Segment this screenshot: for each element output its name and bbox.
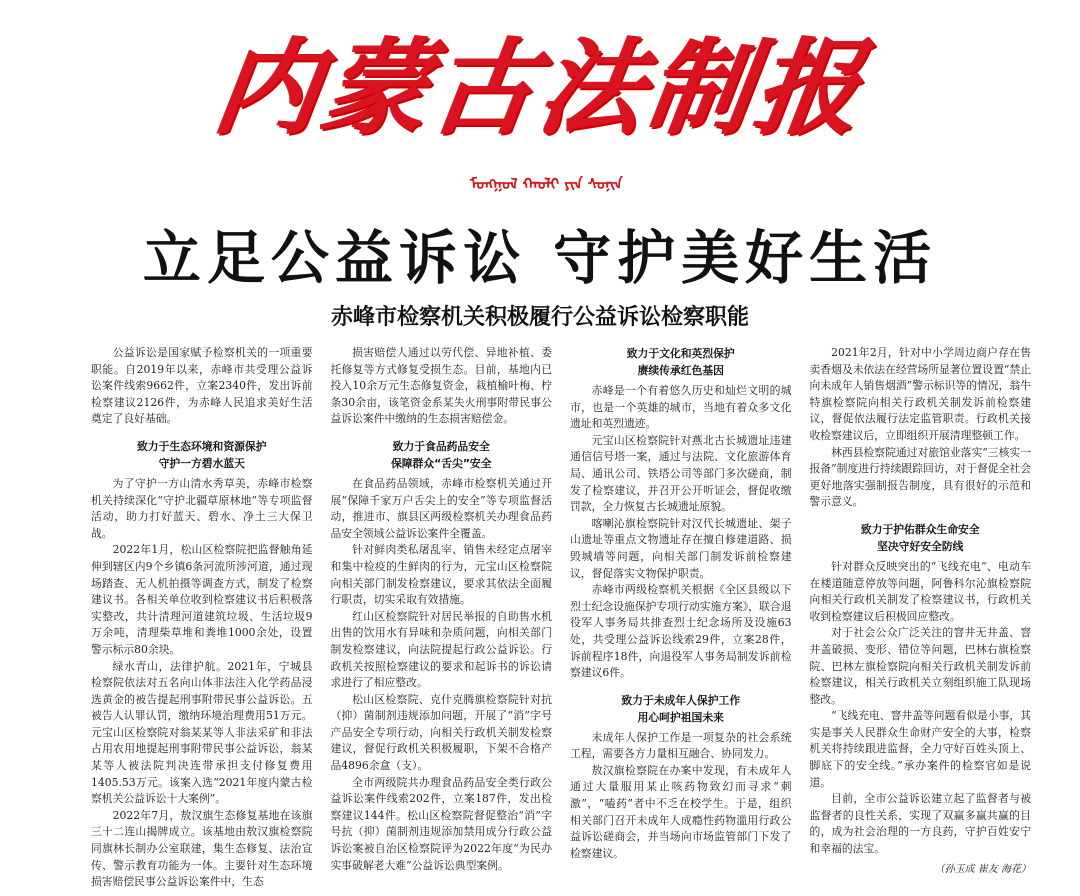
column-4 (801, 345, 1041, 875)
subheadline: 赤峰市检察机关积极履行公益诉讼检察职能 (330, 305, 749, 330)
paragraph: 绿水青山，法律护航。2021年，宁城县检察院依法对五名向山体非法注入化学药品浸选黄金的被告提起刑事附带民事公益诉讼。五被告人认罪认罚，缴纳环境治理费用51万元。元宝山区检察院对翁某某等人非法采矿和非法占用农用地提起刑事附带民事公益诉讼，翁某某等人被法院判决连带承担支付修复费用1405.53万元。该案入选“2021年度内蒙古检察机关公益诉讼十大案例”。 (91, 659, 313, 806)
paragraph: 敖汉旗检察院在办案中发现，有未成年人通过大量服用某止咳药物致幻而寻求“刺激”，“嗑药”者中不乏在校学生。于是，组织相关部门召开未成年人成瘾性药物滥用行政公益诉讼磋商会，并当场向市场监管部门下发了检察建议。 (570, 763, 792, 860)
paragraph: 林西县检察院通过对旅馆业落实“三核实一报备”制度进行持续跟踪回访，对于督促全社会更好地落实强制报告制度，具有很好的示范和警示意义。 (809, 445, 1031, 509)
paragraph: 2022年7月，敖汉旗生态修复基地在该旗三十二连山揭牌成立。该基地由敖汉旗检察院同旗林长制办公室联建，集生态修复、法治宣传、警示教育功能为一体。主要针对生态环境损害赔偿民事公益诉讼案件中，生态 (91, 808, 313, 889)
paragraph: 全市两级院共办理食品药品安全类行政公益诉讼案件线索202件，立案187件，发出检察建议144件。松山区检察院督促整治“消”字号抗（抑）菌制剂违规添加禁用成分行政公益诉讼案被自治区检察院评为2022年度“为民办实事破解老大难”公益诉讼典型案例。 (330, 775, 552, 872)
paragraph: 赤峰市两级检察机关根据《全区县级以下烈士纪念设施保护专项行动实施方案》，联合退役军人事务局共排查烈士纪念场所及设施63处，共受理公益诉讼线索29件，立案28件，诉前程序18件，向退役军人事务局制发诉前检察建议6件。 (570, 583, 792, 680)
headline: 立足公益诉讼 守护美好生活 (142, 224, 938, 292)
masthead (0, 18, 1080, 193)
section-heading-line: 致力于未成年人保护工作 (621, 693, 741, 707)
column-2 (322, 345, 562, 872)
section-heading (570, 692, 792, 726)
paragraph: 红山区检察院针对居民举报的自助售水机出售的饮用水有异味和杂质问题，向相关部门制发检察建议，向法院提起行政公益诉讼。行政机关按照检察建议的要求和起诉书的诉讼请求进行了相应整改。 (330, 609, 552, 690)
paragraph: 元宝山区检察院针对燕北古长城遗址违建通信信号塔一案，通过与法院、文化旅游体育局、通讯公司、铁塔公司等部门多次磋商，制发了检察建议，并召开公开听证会，督促收缴罚款，全力恢复古长城遗址原貌。 (570, 433, 792, 514)
column-1 (82, 345, 322, 889)
paragraph: 松山区检察院、克什克腾旗检察院针对抗（抑）菌制剂违规添加问题，开展了“消”字号产品安全专项行动，向相关行政机关制发检察建议，督促行政机关积极履职，下架不合格产品4896余盒（支）。 (330, 692, 552, 773)
section-heading-line: 守护一方碧水蓝天 (158, 456, 245, 470)
paragraph: 2021年2月，针对中小学周边商户存在售卖香烟及未依法在经营场所显著位置设置“禁止向未成年人销售烟酒”警示标识等的情况，翁牛特旗检察院向相关行政机关制发诉前检察建议，督促依法履行法定监管职责。行政机关接收检察建议后，立即组织开展清理整顿工作。 (809, 346, 1031, 442)
paragraph: 喀喇沁旗检察院针对汉代长城遗址、架子山遗址等重点文物遗址存在擅自修建道路、损毁城墙等问题，向相关部门制发诉前检察建议，督促落实文物保护职责。 (570, 516, 792, 580)
paragraph: 对于社会公众广泛关注的窨井无井盖、窨井盖破损、变形、错位等问题，巴林右旗检察院、巴林左旗检察院向相关行政机关制发诉前检察建议，相关行政机关立刻组织施工队现场整改。 (809, 626, 1031, 706)
section-heading (331, 438, 553, 472)
paragraph: 针对群众反映突出的“飞线充电”、电动车在楼道随意停放等问题，阿鲁科尔沁旗检察院向相关行政机关制发了检察建议书，行政机关收到检察建议后积极回应整改。 (809, 559, 1031, 623)
section-heading-line: 保障群众“舌尖”安全 (390, 456, 492, 470)
paragraph: 未成年人保护工作是一项复杂的社会系统工程，需要各方力量相互融合、协同发力。 (570, 730, 792, 761)
paragraph: 目前，全市公益诉讼建立起了监督者与被监督者的良性关系，实现了双赢多赢共赢的目的，成为社会治理的一方良药，守护百姓安宁和幸福的法宝。 (809, 792, 1031, 856)
paragraph: 赤峰是一个有着悠久历史和灿烂文明的城市，也是一个英雄的城市，当地有着众多文化遗址和英烈遗迹。 (570, 384, 792, 431)
paragraph: 针对鲜肉类私屠乱宰、销售未经定点屠宰和集中检疫的生鲜肉的行为，元宝山区检察院向相关部门制发检察建议，要求其依法全面履行职责，切实采取有效措施。 (330, 543, 552, 607)
article-columns (82, 345, 1040, 889)
section-heading-line: 用心呵护祖国未来 (637, 710, 724, 724)
masthead-mongolian: ᠮᠣᠩᠭᠣᠯ ᠬᠠᠤᠯᠢ ᠶᠢᠨ ᠰᠣᠨᠢᠨ (470, 175, 623, 193)
byline: （孙玉成 崔友 海花） (934, 863, 1031, 875)
paragraph: 2022年1月，松山区检察院把监督触角延伸到辖区内9个乡镇6条河流所涉河道，通过现场踏查、无人机拍摄等调查方式，制发了检察建议书。各相关单位收到检察建议书后积极落实整改，共计清理河道建筑垃圾、生活垃圾9万余吨，清理柴草堆和粪堆1000余处，设置警示标示80余块。 (91, 543, 313, 656)
section-heading-line: 赓续传承红色基因 (637, 364, 724, 377)
section-heading-line: 致力于食品药品安全 (392, 439, 490, 453)
section-heading (570, 345, 792, 379)
column-3 (561, 345, 801, 865)
section-heading (91, 438, 313, 472)
section-heading (810, 521, 1032, 555)
section-heading-line: 坚决守好安全防线 (877, 539, 964, 553)
section-heading-line: 致力于生态环境和资源保护 (136, 439, 267, 453)
paragraph: 损害赔偿人通过以劳代偿、异地补植、委托修复等方式修复受损生态。目前，基地内已投入10余万元生态修复资金，栽植榆叶梅、柠条30余亩，该笔资金系某失火刑事附带民事公益诉讼案件中缴纳的生态损害赔偿金。 (330, 346, 552, 426)
paragraph: 公益诉讼是国家赋予检察机关的一项重要职能。自2019年以来，赤峰市共受理公益诉讼案件线索9662件，立案2340件，发出诉前检察建议2126件，为赤峰人民追求美好生活奠定了良好基础。 (91, 346, 313, 426)
paragraph: “飞线充电、窨井盖等问题看似是小事，其实是事关人民群众生命财产安全的大事，检察机关将持续跟进监督，全力守好百姓头顶上、脚底下的安全线。”承办案件的检察官如是说道。 (809, 709, 1031, 789)
masthead-title: 内蒙古法制报 (207, 26, 873, 149)
paragraph: 在食品药品领域，赤峰市检察机关通过开展“保障千家万户舌尖上的安全”等专项监督活动，推进市、旗县区两级检察机关办理食品药品安全领域公益诉讼案件全覆盖。 (330, 476, 552, 540)
section-heading-line: 致力于文化和英烈保护 (626, 347, 735, 360)
section-heading-line: 致力于护佑群众生命安全 (860, 522, 980, 536)
paragraph: 为了守护一方山清水秀草美，赤峰市检察机关持续深化“守护北疆草原林地”等专项监督活动，助力打好蓝天、碧水、净土三大保卫战。 (91, 476, 313, 540)
